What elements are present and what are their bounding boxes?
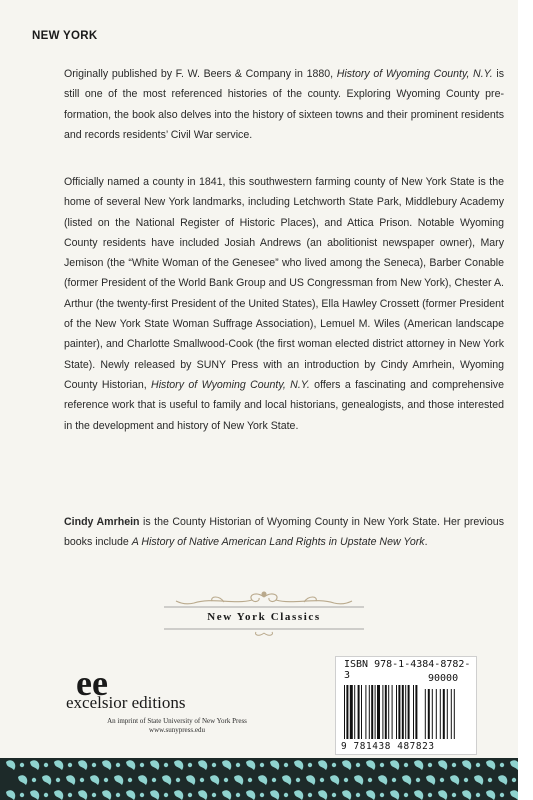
- barcode-digits: 9 781438 487823: [341, 741, 435, 752]
- isbn-label: ISBN 978-1-4384-8782-3: [344, 659, 471, 681]
- description-paragraph-2: [64, 172, 504, 436]
- page-edge: [518, 0, 533, 800]
- publisher-url: www.sunypress.edu: [149, 726, 205, 734]
- author-bio: [64, 512, 504, 553]
- author-name: Cindy Amrhein: [64, 516, 140, 528]
- isbn-barcode: [335, 656, 477, 755]
- bio-text-1: is the County Historian of Wyoming County in New York State. Her previous books include: [64, 516, 504, 549]
- description-paragraph-1: [64, 64, 504, 145]
- bio-text-2: .: [424, 536, 428, 549]
- p1-text-1: Originally published by F. W. Beers & Company in 1880,: [64, 68, 337, 80]
- decorative-footer-pattern: [0, 758, 518, 800]
- publisher-imprint: [62, 717, 292, 735]
- barcode-bars-icon: [342, 673, 470, 741]
- book-title-italic: History of Wyoming County, N.Y.: [336, 68, 493, 80]
- series-banner: [164, 589, 364, 639]
- book-title-italic-2: History of Wyoming County, N.Y.: [151, 378, 310, 391]
- p2-text-1: Officially named a county in 1841, this southwestern farming county of New York State is the home of several New York landmarks, including Letchworth State Park, Middlebury Academy (listed on the National Register of Historic Places), and Attica Prison. Notable Wyoming County residents have included Josiah Andrews (an abolitionist newspaper owner), Mary Jemison (the “White Woman of the Genesee” who lived among the Seneca), Barber Conable (former President of the World Bank Group and US Congressman from New York), Chester A. Arthur (the twenty-first President of the United States), Ella Hawley Crossett (former President of the New York State Woman Suffrage Association), Lemuel M. Wiles (American landscape painter), and Charlotte Smallwood-Cook (the first woman elected district attorney in New York State). Newly released by SUNY Press with an introduction by Cindy Amrhein, Wyoming County Historian,: [64, 176, 504, 391]
- publisher-name: excelsior editions: [66, 693, 186, 712]
- previous-book-title: A History of Native American Land Rights in Upstate New York: [131, 536, 425, 549]
- p2-text-2: offers a fascinating and comprehensive reference work that is useful to family and local historians, genealogists, and those interested in the development and history of New York State.: [64, 378, 504, 432]
- imprint-line: An imprint of State University of New York Press: [107, 717, 247, 725]
- price-code: 90000: [428, 673, 459, 684]
- category-label: NEW YORK: [32, 30, 98, 42]
- p1-text-2: is still one of the most referenced histories of the county. Exploring Wyoming County pre-formation, the book also delves into the history of sixteen towns and their prominent residents and records residents’ Civil War service.: [64, 68, 505, 141]
- series-title: New York Classics: [207, 611, 321, 623]
- logo-letters: ee: [76, 666, 108, 700]
